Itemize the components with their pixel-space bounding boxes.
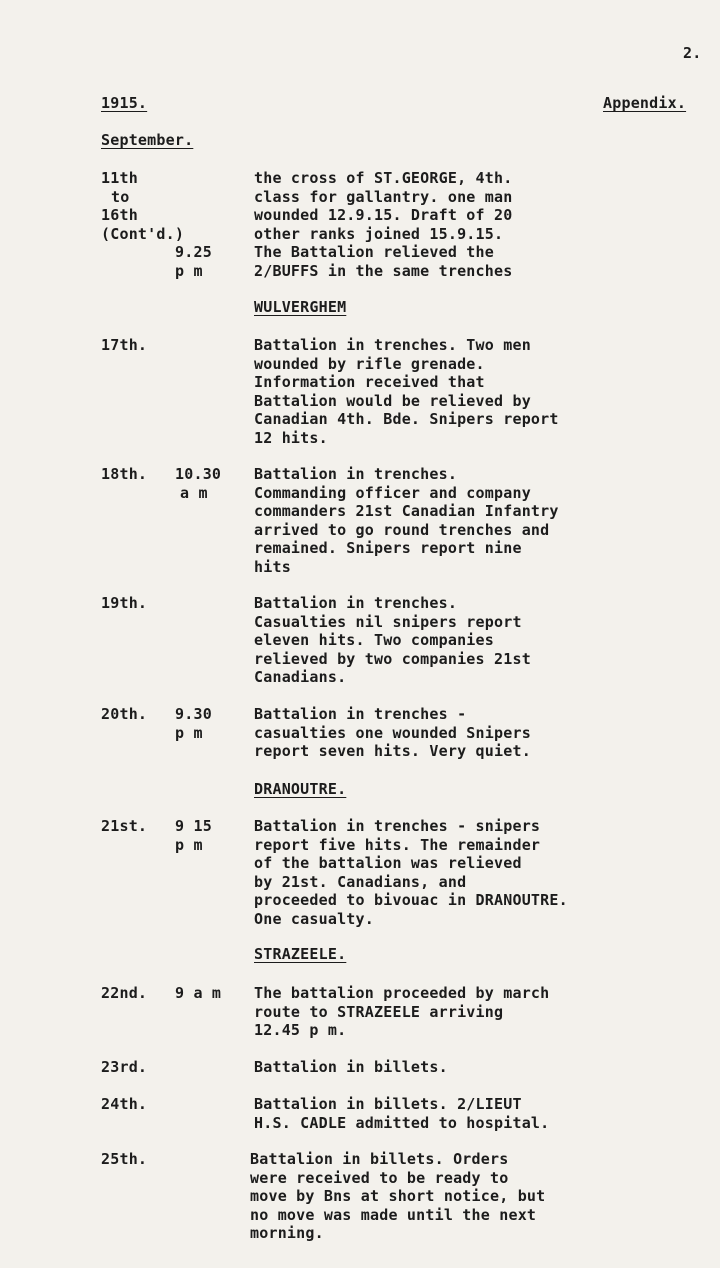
page-number: 2. (683, 44, 702, 62)
entry-date: 18th. (101, 465, 148, 483)
entry-text: Battalion in trenches. Commanding officer and company commanders 21st Canadian Infantry arrived to go round trenches and remained. Snipers report nine hits (254, 465, 559, 576)
entry-date: 21st. (101, 817, 148, 835)
entry-text: the cross of ST.GEORGE, 4th. class for gallantry. one man wounded 12.9.15. Draft of 20 other ranks joined 15.9.15. (254, 169, 513, 243)
location-heading: DRANOUTRE. (254, 780, 347, 798)
entry-time: 9.25 p m (175, 243, 212, 280)
entry-text: The battalion proceeded by march route to STRAZEELE arriving 12.45 p m. (254, 984, 550, 1039)
entry-text: Battalion in trenches. Two men wounded by rifle grenade. Information received that Battalion would be relieved by Canadian 4th. Bde. Snipers report 12 hits. (254, 336, 559, 447)
entry-date: 25th. (101, 1150, 148, 1168)
entry-time: 9 a m (175, 984, 222, 1002)
entry-date: 20th. (101, 705, 148, 723)
appendix-label: Appendix. (603, 94, 687, 112)
entry-text: Battalion in trenches - casualties one wounded Snipers report seven hits. Very quiet. (254, 705, 531, 760)
entry-date: 11th to 16th (Cont'd.) (101, 169, 185, 243)
year-heading: 1915. (101, 94, 148, 112)
entry-text: The Battalion relieved the 2/BUFFS in the same trenches (254, 243, 513, 280)
entry-date: 19th. (101, 594, 148, 612)
month-heading: September. (101, 131, 194, 149)
entry-time: 9 15 p m (175, 817, 212, 854)
location-heading: WULVERGHEM (254, 298, 347, 316)
entry-text: Battalion in trenches - snipers report five hits. The remainder of the battalion was relieved by 21st. Canadians, and proceeded to bivouac in DRANOUTRE. One casualty. (254, 817, 568, 928)
entry-date: 23rd. (101, 1058, 148, 1076)
entry-text: Battalion in billets. 2/LIEUT H.S. CADLE admitted to hospital. (254, 1095, 550, 1132)
entry-date: 17th. (101, 336, 148, 354)
entry-text: Battalion in trenches. Casualties nil snipers report eleven hits. Two companies relieved by two companies 21st Canadians. (254, 594, 531, 686)
entry-text: Battalion in billets. Orders were received to be ready to move by Bns at short notice, but no move was made until the next morning. (250, 1150, 546, 1242)
entry-time: 9.30 p m (175, 705, 212, 742)
entry-text: Battalion in billets. (254, 1058, 448, 1076)
entry-date: 24th. (101, 1095, 148, 1113)
location-heading: STRAZEELE. (254, 945, 347, 963)
entry-time: 10.30 a m (175, 465, 222, 502)
entry-date: 22nd. (101, 984, 148, 1002)
